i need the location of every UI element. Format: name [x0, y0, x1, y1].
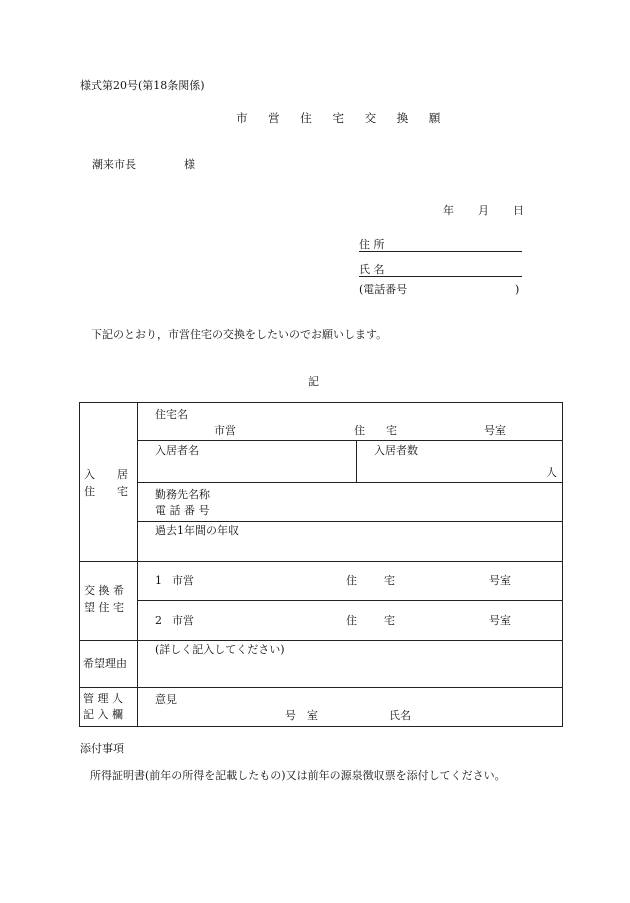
date-year-label: 年: [443, 204, 454, 217]
occupant-count-label: 入居者数: [374, 444, 418, 457]
desired-2-taku: 宅: [384, 614, 395, 627]
form-number: 様式第20号(第18条関係): [80, 79, 205, 92]
desired-2-ju: 住: [346, 614, 357, 627]
housing-ju: 住: [354, 424, 365, 437]
manager-room-label: 号 室: [285, 709, 318, 722]
desired-2-room: 号室: [489, 614, 511, 627]
address-label: 住 所: [359, 238, 385, 251]
honorific: 様: [184, 158, 195, 171]
addressee: [92, 159, 195, 170]
name-label: 氏 名: [359, 263, 385, 276]
opinion-label: 意見: [155, 693, 177, 706]
desired-1-taku: 宅: [384, 574, 395, 587]
housing-city: 市営: [214, 424, 236, 437]
desired-housing-label-2: 望 住 宅: [84, 601, 124, 614]
housing-name-label: 住宅名: [155, 408, 188, 421]
addressee-name: 潮来市長: [92, 158, 136, 171]
desired-2-number: 2: [155, 614, 162, 627]
name-line: [359, 276, 522, 277]
occupant-name-label: 入居者名: [155, 444, 199, 457]
employer-phone-label: 電 話 番 号: [155, 504, 210, 517]
housing-taku: 宅: [386, 424, 397, 437]
current-residence-label-1: 入 居: [84, 468, 128, 481]
date-day-label: 日: [513, 204, 524, 217]
attachments-title: 添付事項: [80, 742, 124, 755]
manager-name-label: 氏名: [389, 709, 411, 722]
reason-label: 希望理由: [83, 657, 127, 670]
desired-1-ju: 住: [346, 574, 357, 587]
manager-label-2: 記 入 欄: [83, 708, 123, 721]
occupant-unit: 人: [546, 466, 557, 479]
current-residence-label-2: 住 宅: [84, 485, 128, 498]
request-sentence: 下記のとおり，市営住宅の交換をしたいのでお願いします。: [91, 328, 388, 341]
desired-1-room: 号室: [489, 574, 511, 587]
manager-label-1: 管 理 人: [83, 692, 123, 705]
address-line: [359, 251, 522, 252]
employer-label: 勤務先名称: [155, 488, 210, 501]
desired-housing-label-1: 交 換 希: [84, 584, 124, 597]
phone-close-paren: ): [515, 283, 520, 296]
income-label: 過去1年間の年収: [155, 524, 239, 537]
desired-2-city: 市営: [172, 614, 194, 627]
desired-1-city: 市営: [172, 574, 194, 587]
reason-note: (詳しく記入してください): [155, 643, 285, 656]
document-title: 市 営 住 宅 交 換 願: [236, 111, 449, 125]
date-month-label: 月: [478, 204, 489, 217]
phone-label: (電話番号: [359, 283, 408, 296]
ki-heading: 記: [308, 375, 319, 388]
housing-room: 号室: [484, 424, 506, 437]
attachments-body: 所得証明書(前年の所得を記載したもの)又は前年の源泉徴収票を添付してください。: [90, 769, 506, 782]
desired-1-number: 1: [155, 574, 162, 587]
